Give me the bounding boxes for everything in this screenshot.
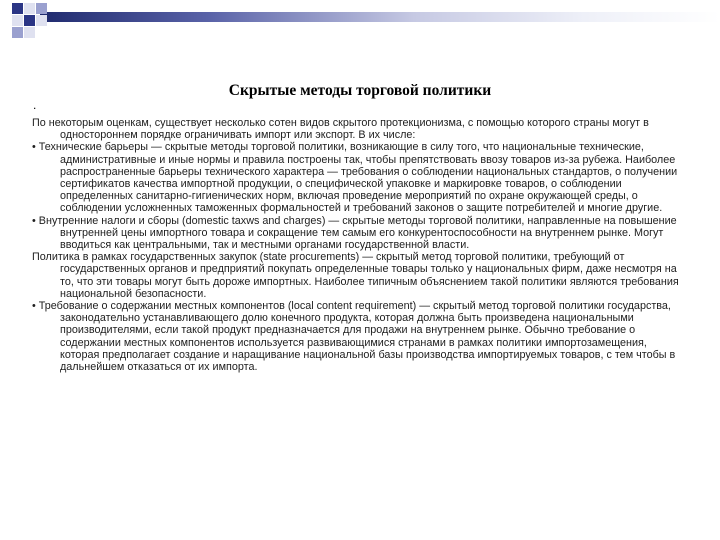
decor-square [36,15,47,26]
body-paragraph: • Технические барьеры — скрытые методы торговой политики, возникающие в силу того, что национальные технические, административные и иные нормы и правила построены так, чтобы препятствовать ввозу товаров из-за рубежа. Наиболее распространенные барьеры технического характера — требования о соблюдении национальных стандартов, о получении сертификатов качества импортной продукции, о специфической упаковке и маркировке товаров, о соблюдении определенных санитарно-гигиенических норм, включая проведение мероприятий по охране окружающей среды, о соблюдении усложненных таможенных формальностей и требований законов о защите потребителей и многие другие. [32,141,678,215]
decor-square [24,15,35,26]
body-paragraph: • Внутренние налоги и сборы (domestic taxws and charges) — скрытые методы торговой политики, направленные на повышение внутренней цены импортного товара и сокращение тем самым его конкурентоспособности на внутреннем рынке. Могут вводиться как центральными, так и местными органами государственной власти. [32,214,677,252]
decor-square [24,3,35,14]
decor-square [36,3,47,14]
header-decoration [0,0,720,40]
stray-mark: . [33,98,37,112]
decor-square [12,15,23,26]
decor-square [24,27,35,38]
body-paragraph: По некоторым оценкам, существует несколько сотен видов скрытого протекционизма, с помощью которого страны могут в одностороннем порядке ограничивать импорт или экспорт. В их числе: [32,117,649,142]
decor-square [12,3,23,14]
body-paragraph: Политика в рамках государственных закупок (state procurements) — скрытый метод торговой политики, требующий от государственных органов и предприятий покупать определенные товары только у национальных фирм, даже несмотря на то, что эти товары могут быть дороже импортных. Наиболее типичным объяснением такой политики являются требования национальной безопасности. [32,251,679,300]
slide-title: Скрытые методы торговой политики [228,82,492,99]
slide-body [32,117,682,373]
decor-square [12,27,23,38]
header-gradient-band [40,12,720,22]
body-paragraph: • Требование о содержании местных компонентов (local content requirement) — скрытый метод торговой политики государства, законодательно устанавливающего долю конечного продукта, которая должна быть произведена национальными производителями, если такой продукт предназначается для продажи на внутреннем рынке. Обычно требование о содержании местных компонентов используется развивающимися странами в рамках политики импортозамещения, которая предполагает создание и наращивание национальной базы производства импортируемых товаров, с тем чтобы в дальнейшем отказаться от их импорта. [32,300,676,374]
